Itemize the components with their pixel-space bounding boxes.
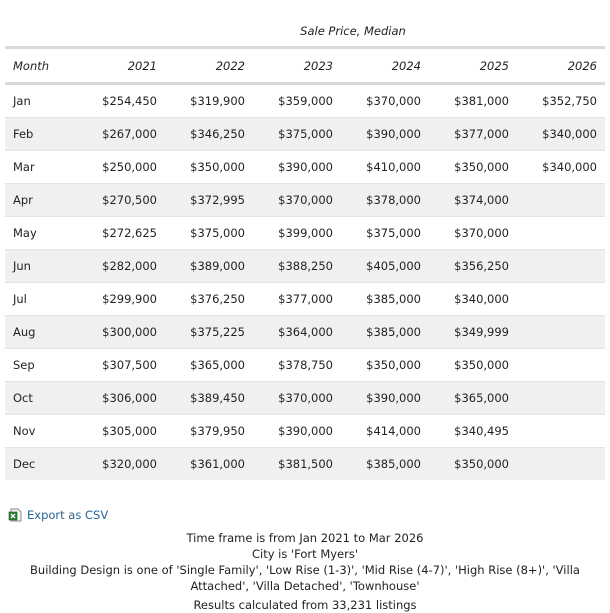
month-cell: Aug xyxy=(5,316,77,349)
export-csv-link[interactable]: Export as CSV xyxy=(27,508,109,522)
price-cell: $305,000 xyxy=(77,415,165,448)
price-cell: $385,000 xyxy=(366,457,421,471)
price-cell: $267,000 xyxy=(77,118,165,151)
price-cell: $378,750 xyxy=(253,349,341,382)
price-cell xyxy=(517,448,605,481)
building-design-text: Building Design is one of 'Single Family', 'Low Rise (1-3)', 'Mid Rise (4-7)', 'High Rise (8+)', 'Villa Attached', 'Villa Detached', 'Townhouse' xyxy=(30,563,580,593)
price-cell: $254,450 xyxy=(77,84,165,118)
price-cell: $300,000 xyxy=(77,316,165,349)
price-cell: $388,250 xyxy=(253,250,341,283)
column-header: 2026 xyxy=(567,58,597,73)
price-cell: $350,000 xyxy=(165,151,253,184)
month-cell: May xyxy=(5,217,77,250)
price-cell: $307,500 xyxy=(77,349,165,382)
table-row xyxy=(5,184,605,217)
price-cell xyxy=(517,415,605,448)
price-cell xyxy=(517,382,605,415)
month-cell: Oct xyxy=(5,382,77,415)
price-cell xyxy=(517,283,605,316)
month-cell: Jun xyxy=(5,250,77,283)
price-cell: $377,000 xyxy=(253,283,341,316)
table-row xyxy=(5,118,605,151)
price-cell: $365,000 xyxy=(165,349,253,382)
price-cell: $306,000 xyxy=(77,382,165,415)
price-cell: $376,250 xyxy=(165,283,253,316)
timeframe-text: Time frame is from Jan 2021 to Mar 2026 xyxy=(186,531,424,545)
month-cell: Sep xyxy=(5,349,77,382)
price-cell: $385,000 xyxy=(341,316,429,349)
column-header: 2022 xyxy=(215,58,245,73)
city-text: City is 'Fort Myers' xyxy=(251,547,358,561)
price-cell: $399,000 xyxy=(253,217,341,250)
price-cell: $365,000 xyxy=(429,382,517,415)
column-header: Month xyxy=(13,58,50,73)
price-cell: $410,000 xyxy=(341,151,429,184)
price-cell: $361,000 xyxy=(190,457,245,471)
table-row xyxy=(5,448,605,481)
table-row xyxy=(5,382,605,415)
price-cell: $350,000 xyxy=(429,151,517,184)
price-cell: $374,000 xyxy=(429,184,517,217)
table-row xyxy=(5,84,605,118)
price-cell: $390,000 xyxy=(341,118,429,151)
price-cell: $359,000 xyxy=(253,84,341,118)
price-cell: $372,995 xyxy=(165,184,253,217)
table-body xyxy=(5,84,605,481)
price-cell: $250,000 xyxy=(77,151,165,184)
table-row xyxy=(5,151,605,184)
table-row xyxy=(5,415,605,448)
price-cell: $378,000 xyxy=(341,184,429,217)
price-cell: $375,000 xyxy=(253,118,341,151)
month-cell: Apr xyxy=(5,184,77,217)
price-cell: $414,000 xyxy=(341,415,429,448)
price-cell: $340,000 xyxy=(429,283,517,316)
price-cell xyxy=(517,250,605,283)
price-cell: $364,000 xyxy=(253,316,341,349)
price-cell: $389,450 xyxy=(165,382,253,415)
price-cell: $356,250 xyxy=(429,250,517,283)
price-cell: $405,000 xyxy=(341,250,429,283)
price-cell: $375,000 xyxy=(165,217,253,250)
price-cell: $349,999 xyxy=(429,316,517,349)
report-criteria xyxy=(0,530,610,613)
price-cell xyxy=(517,349,605,382)
price-cell: $320,000 xyxy=(102,457,157,471)
price-cell: $375,225 xyxy=(165,316,253,349)
price-cell: $390,000 xyxy=(253,415,341,448)
price-cell: $370,000 xyxy=(253,184,341,217)
price-cell: $270,500 xyxy=(77,184,165,217)
table-row xyxy=(5,283,605,316)
month-cell: Feb xyxy=(5,118,77,151)
price-cell xyxy=(517,316,605,349)
table-row xyxy=(5,250,605,283)
price-cell: $370,000 xyxy=(253,382,341,415)
column-header: 2023 xyxy=(303,58,333,73)
price-cell: $370,000 xyxy=(341,84,429,118)
price-cell: $379,950 xyxy=(165,415,253,448)
price-cell: $389,000 xyxy=(165,250,253,283)
results-count-text: Results calculated from 33,231 listings xyxy=(193,598,417,612)
price-cell: $381,500 xyxy=(278,457,333,471)
export-csv[interactable] xyxy=(8,506,610,524)
price-cell: $352,750 xyxy=(517,84,605,118)
price-cell: $340,000 xyxy=(517,151,605,184)
price-cell: $350,000 xyxy=(454,457,509,471)
price-cell: $390,000 xyxy=(341,382,429,415)
price-cell: $340,495 xyxy=(429,415,517,448)
price-cell xyxy=(517,217,605,250)
column-header: 2024 xyxy=(391,58,421,73)
price-cell: $319,900 xyxy=(165,84,253,118)
month-cell: Jul xyxy=(5,283,77,316)
month-cell: Nov xyxy=(5,415,77,448)
sale-price-table xyxy=(5,46,605,480)
price-cell: $377,000 xyxy=(429,118,517,151)
price-cell: $370,000 xyxy=(429,217,517,250)
price-cell: $385,000 xyxy=(341,283,429,316)
column-header: 2025 xyxy=(479,58,509,73)
price-cell xyxy=(517,184,605,217)
price-cell: $381,000 xyxy=(429,84,517,118)
table-caption: Sale Price, Median xyxy=(300,24,406,38)
header-row xyxy=(5,48,605,84)
column-header: 2021 xyxy=(127,58,157,73)
price-cell: $350,000 xyxy=(429,349,517,382)
excel-file-icon xyxy=(8,508,22,522)
table-row xyxy=(5,316,605,349)
month-cell: Dec xyxy=(13,457,36,471)
price-cell: $340,000 xyxy=(517,118,605,151)
price-cell: $390,000 xyxy=(253,151,341,184)
price-cell: $350,000 xyxy=(341,349,429,382)
price-cell: $375,000 xyxy=(341,217,429,250)
price-cell: $282,000 xyxy=(77,250,165,283)
month-cell: Jan xyxy=(5,84,77,118)
price-cell: $346,250 xyxy=(165,118,253,151)
table-row xyxy=(5,349,605,382)
month-cell: Mar xyxy=(5,151,77,184)
price-cell: $272,625 xyxy=(77,217,165,250)
table-row xyxy=(5,217,605,250)
price-cell: $299,900 xyxy=(77,283,165,316)
